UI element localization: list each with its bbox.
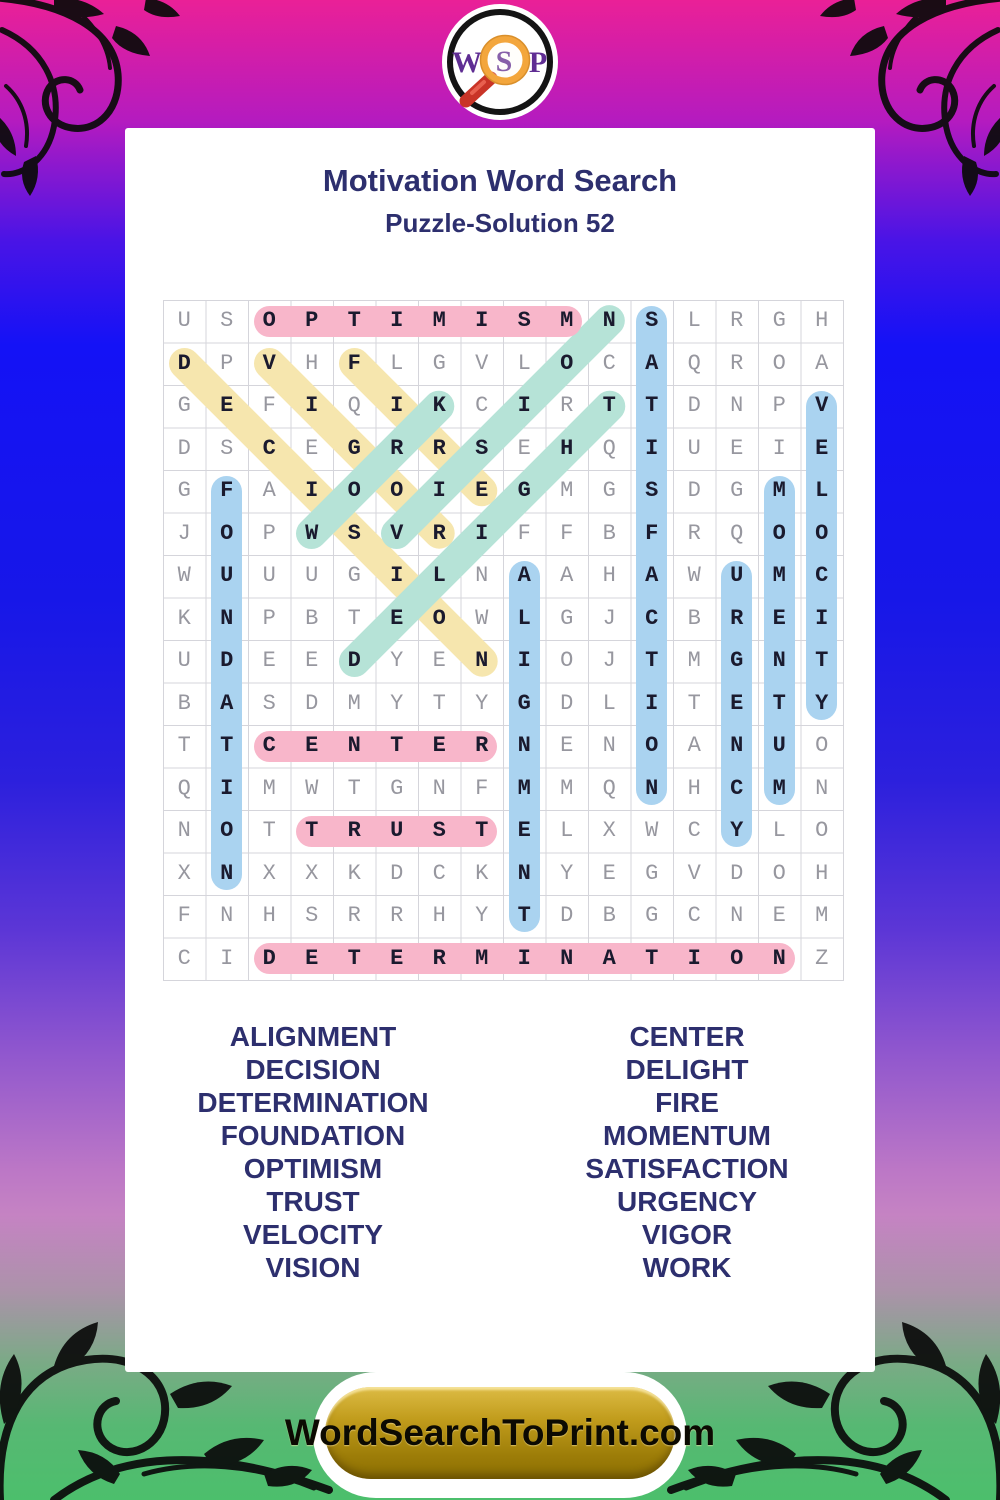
grid-cell: I	[475, 308, 489, 334]
grid-cell: C	[815, 563, 829, 589]
grid-cell: O	[772, 350, 786, 376]
grid-cell: E	[475, 478, 489, 504]
grid-cell: E	[305, 435, 319, 461]
website-url: WordSearchToPrint.com	[284, 1412, 716, 1453]
grid-cell: M	[815, 903, 829, 929]
word-list-item: DECISION	[245, 1054, 381, 1085]
grid-cell: V	[815, 393, 829, 419]
grid-cell: S	[517, 308, 531, 334]
grid-cell: M	[560, 308, 574, 334]
grid-cell: B	[602, 903, 616, 929]
grid-cell: G	[560, 605, 574, 631]
grid-cell: A	[602, 945, 616, 971]
grid-cell: A	[220, 690, 234, 716]
grid-cell: T	[602, 393, 616, 419]
grid-cell: T	[475, 818, 489, 844]
grid-cell: U	[177, 648, 191, 674]
grid-cell: F	[177, 903, 191, 929]
grid-cell: I	[305, 478, 319, 504]
grid-cell: A	[815, 350, 829, 376]
grid-cell: U	[262, 563, 276, 589]
grid-cell: Y	[475, 903, 489, 929]
grid-cell: U	[687, 435, 701, 461]
grid-cell: O	[730, 945, 744, 971]
grid-cell: S	[475, 435, 489, 461]
highlight-pill-optimism	[254, 306, 583, 337]
grid-cell: G	[517, 478, 531, 504]
grid-cell: H	[305, 350, 319, 376]
grid-cell: B	[602, 520, 616, 546]
grid-cell: R	[560, 393, 574, 419]
grid-cell: T	[645, 945, 659, 971]
grid-cell: T	[347, 945, 361, 971]
grid-cell: T	[347, 308, 361, 334]
grid-cell: D	[262, 945, 276, 971]
grid-cell: I	[390, 563, 404, 589]
grid-cell: O	[220, 818, 234, 844]
highlight-pill-satisfaction	[636, 306, 667, 805]
grid-cell: N	[645, 775, 659, 801]
grid-cell: D	[560, 690, 574, 716]
grid-cell: V	[687, 860, 701, 886]
grid-cell: E	[432, 733, 446, 759]
grid-cell: T	[645, 393, 659, 419]
grid-cell: W	[177, 563, 191, 589]
grid-cell: Q	[602, 775, 616, 801]
grid-cell: H	[262, 903, 276, 929]
grid-cell: Y	[815, 690, 829, 716]
grid-cell: W	[305, 520, 319, 546]
grid-cell: D	[560, 903, 574, 929]
word-list-item: DELIGHT	[625, 1054, 749, 1085]
grid-cell: G	[772, 308, 786, 334]
magnifier-lens-icon	[484, 39, 526, 81]
grid-cell: V	[262, 350, 276, 376]
grid-cell: I	[517, 945, 531, 971]
grid-cell: N	[730, 393, 744, 419]
grid-cell: S	[432, 818, 446, 844]
grid-cell: J	[177, 520, 191, 546]
logo-letter-w: W	[452, 46, 482, 79]
grid-cell: I	[687, 945, 701, 971]
grid-cell: E	[432, 648, 446, 674]
grid-cell: T	[772, 690, 786, 716]
grid-cell: E	[560, 733, 574, 759]
grid-cell: M	[772, 478, 786, 504]
grid-cell: Y	[475, 690, 489, 716]
grid-cell: J	[602, 648, 616, 674]
grid-cell: R	[390, 435, 404, 461]
grid-cell: K	[475, 860, 489, 886]
grid-cell: I	[772, 435, 786, 461]
grid-cell: I	[645, 435, 659, 461]
grid-cell: F	[517, 520, 531, 546]
grid-cell: N	[220, 903, 234, 929]
grid-cell: G	[517, 690, 531, 716]
grid-cell: L	[517, 350, 531, 376]
grid-cell: W	[687, 563, 701, 589]
grid-cell: G	[645, 860, 659, 886]
grid-cell: G	[730, 648, 744, 674]
grid-cell: I	[517, 648, 531, 674]
grid-cell: T	[220, 733, 234, 759]
grid-cell: I	[305, 393, 319, 419]
grid-cell: G	[177, 478, 191, 504]
word-list-left	[128, 1020, 498, 1284]
grid-cell: O	[772, 520, 786, 546]
grid-cell: D	[687, 478, 701, 504]
grid-cell: N	[602, 308, 616, 334]
grid-cell: U	[390, 818, 404, 844]
grid-cell: E	[305, 733, 319, 759]
grid-cell: M	[560, 478, 574, 504]
grid-cell: F	[262, 393, 276, 419]
grid-cell: T	[347, 605, 361, 631]
grid-cell: U	[220, 563, 234, 589]
grid-cell: N	[772, 648, 786, 674]
grid-cell: R	[730, 605, 744, 631]
grid-cell: Y	[390, 690, 404, 716]
grid-cell: B	[177, 690, 191, 716]
grid-cell: N	[730, 903, 744, 929]
grid-cell: O	[390, 478, 404, 504]
grid-cell: E	[262, 648, 276, 674]
grid-cell: U	[305, 563, 319, 589]
word-search-grid	[163, 300, 844, 981]
grid-cell: M	[347, 690, 361, 716]
grid-cell: T	[177, 733, 191, 759]
grid-cell: X	[262, 860, 276, 886]
grid-cell: T	[645, 648, 659, 674]
grid-cell: E	[772, 605, 786, 631]
wsp-logo	[440, 2, 560, 122]
grid-cell: D	[177, 435, 191, 461]
logo-letter-p: P	[528, 46, 548, 79]
grid-cell: N	[560, 945, 574, 971]
grid-cell: M	[517, 775, 531, 801]
grid-cell: X	[305, 860, 319, 886]
grid-cell: I	[220, 945, 234, 971]
word-list-item: VIGOR	[641, 1219, 733, 1250]
grid-cell: T	[687, 690, 701, 716]
grid-cell: V	[475, 350, 489, 376]
grid-cell: T	[262, 818, 276, 844]
grid-cell: L	[390, 350, 404, 376]
grid-cell: X	[602, 818, 616, 844]
word-list-item: MOMENTUM	[603, 1120, 771, 1151]
grid-cell: S	[645, 478, 659, 504]
grid-cell: N	[220, 860, 234, 886]
grid-cell: C	[645, 605, 659, 631]
grid-cell: D	[730, 860, 744, 886]
grid-cell: W	[475, 605, 489, 631]
grid-cell: S	[262, 690, 276, 716]
grid-cell: T	[305, 818, 319, 844]
grid-cell: P	[262, 520, 276, 546]
grid-cell: O	[645, 733, 659, 759]
grid-cell: L	[815, 478, 829, 504]
grid-cell: O	[772, 860, 786, 886]
grid-cell: G	[645, 903, 659, 929]
grid-cell: E	[390, 605, 404, 631]
grid-cell: N	[730, 733, 744, 759]
grid-cell: O	[220, 520, 234, 546]
grid-cell: A	[517, 563, 531, 589]
grid-cell: P	[262, 605, 276, 631]
grid-cell: C	[475, 393, 489, 419]
word-list-item: VISION	[265, 1252, 361, 1283]
grid-cell: E	[772, 903, 786, 929]
grid-cell: E	[390, 945, 404, 971]
grid-cell: I	[645, 690, 659, 716]
word-list-item: CENTER	[629, 1021, 745, 1052]
grid-cell: E	[220, 393, 234, 419]
grid-cell: J	[602, 605, 616, 631]
grid-cell: M	[432, 308, 446, 334]
grid-cell: V	[390, 520, 404, 546]
word-list-item: VELOCITY	[242, 1219, 383, 1250]
grid-cell: N	[602, 733, 616, 759]
grid-cell: G	[730, 478, 744, 504]
grid-cell: F	[347, 350, 361, 376]
grid-cell: M	[772, 775, 786, 801]
word-list-item: SATISFACTION	[585, 1153, 789, 1184]
grid-cell: O	[815, 733, 829, 759]
grid-cell: N	[177, 818, 191, 844]
grid-cell: N	[475, 648, 489, 674]
grid-cell: R	[347, 818, 361, 844]
grid-cell: A	[645, 350, 659, 376]
grid-cell: I	[815, 605, 829, 631]
grid-cell: W	[305, 775, 319, 801]
grid-cell: O	[347, 478, 361, 504]
grid-cell: E	[815, 435, 829, 461]
grid-cell: R	[730, 350, 744, 376]
grid-cell: H	[687, 775, 701, 801]
grid-cell: K	[432, 393, 446, 419]
grid-cell: H	[560, 435, 574, 461]
grid-cell: I	[390, 393, 404, 419]
grid-cell: B	[687, 605, 701, 631]
grid-cell: S	[347, 520, 361, 546]
grid-cell: T	[390, 733, 404, 759]
puzzle-subtitle: Puzzle-Solution 52	[385, 208, 615, 238]
grid-cell: R	[390, 903, 404, 929]
grid-cell: P	[772, 393, 786, 419]
grid-cell: G	[177, 393, 191, 419]
grid-cell: O	[560, 648, 574, 674]
grid-cell: F	[560, 520, 574, 546]
grid-cell: B	[305, 605, 319, 631]
grid-cell: G	[602, 478, 616, 504]
grid-cell: S	[220, 308, 234, 334]
grid-cell: M	[475, 945, 489, 971]
grid-cell: I	[390, 308, 404, 334]
grid-cell: A	[262, 478, 276, 504]
grid-cell: W	[645, 818, 659, 844]
grid-cell: E	[730, 690, 744, 716]
grid-cell: I	[475, 520, 489, 546]
grid-cell: D	[305, 690, 319, 716]
grid-cell: R	[730, 308, 744, 334]
grid-cell: T	[432, 690, 446, 716]
grid-cell: D	[347, 648, 361, 674]
word-list-item: WORK	[642, 1252, 732, 1283]
grid-cell: I	[517, 393, 531, 419]
grid-cell: U	[177, 308, 191, 334]
grid-cell: S	[220, 435, 234, 461]
grid-cell: P	[305, 308, 319, 334]
grid-cell: D	[390, 860, 404, 886]
grid-cell: E	[305, 945, 319, 971]
word-list-item: FOUNDATION	[220, 1120, 406, 1151]
grid-cell: L	[517, 605, 531, 631]
grid-cell: E	[305, 648, 319, 674]
grid-cell: E	[517, 435, 531, 461]
grid-cell: F	[220, 478, 234, 504]
grid-cell: T	[347, 775, 361, 801]
grid-cell: N	[220, 605, 234, 631]
grid-cell: U	[772, 733, 786, 759]
grid-cell: Z	[815, 945, 829, 971]
word-list-right	[502, 1020, 872, 1284]
grid-cell: H	[432, 903, 446, 929]
grid-cell: P	[220, 350, 234, 376]
grid-cell: M	[560, 775, 574, 801]
grid-cell: E	[517, 818, 531, 844]
grid-cell: N	[432, 775, 446, 801]
grid-cell: G	[432, 350, 446, 376]
word-list-item: FIRE	[655, 1087, 719, 1118]
grid-cell: O	[815, 520, 829, 546]
grid-cell: Q	[730, 520, 744, 546]
grid-cell: H	[602, 563, 616, 589]
word-list-item: URGENCY	[616, 1186, 757, 1217]
grid-cell: O	[815, 818, 829, 844]
grid-cell: N	[772, 945, 786, 971]
grid-cell: F	[645, 520, 659, 546]
grid-cell: H	[815, 308, 829, 334]
grid-cell: T	[815, 648, 829, 674]
grid-cell: R	[432, 945, 446, 971]
grid-cell: O	[560, 350, 574, 376]
website-button[interactable]	[284, 1387, 716, 1479]
grid-cell: I	[220, 775, 234, 801]
grid-cell: L	[687, 308, 701, 334]
grid-cell: G	[347, 563, 361, 589]
grid-cell: R	[432, 435, 446, 461]
grid-cell: C	[687, 903, 701, 929]
grid-cell: C	[602, 350, 616, 376]
grid-cell: L	[560, 818, 574, 844]
grid-cell: O	[432, 605, 446, 631]
puzzle-title: Motivation Word Search	[322, 163, 678, 198]
grid-cell: Q	[687, 350, 701, 376]
grid-cell: K	[347, 860, 361, 886]
grid-cell: I	[432, 478, 446, 504]
grid-cell: C	[432, 860, 446, 886]
grid-cell: Y	[560, 860, 574, 886]
grid-cell: A	[645, 563, 659, 589]
grid-cell: M	[262, 775, 276, 801]
word-list-item: DETERMINATION	[197, 1087, 429, 1118]
grid-cell: Q	[177, 775, 191, 801]
grid-cell: R	[687, 520, 701, 546]
grid-cell: L	[432, 563, 446, 589]
grid-cell: C	[730, 775, 744, 801]
grid-cell: C	[687, 818, 701, 844]
grid-cell: R	[347, 903, 361, 929]
grid-cell: L	[772, 818, 786, 844]
grid-cell: U	[730, 563, 744, 589]
grid-cell: G	[390, 775, 404, 801]
grid-cell: M	[772, 563, 786, 589]
grid-cell: N	[517, 860, 531, 886]
word-list-item: TRUST	[266, 1186, 360, 1217]
grid-cell: N	[475, 563, 489, 589]
grid-cell: F	[475, 775, 489, 801]
grid-cell: C	[262, 435, 276, 461]
footer-pill	[284, 1372, 716, 1498]
grid-cell: E	[730, 435, 744, 461]
grid-cell: L	[602, 690, 616, 716]
grid-cell: N	[815, 775, 829, 801]
grid-cell: S	[645, 308, 659, 334]
grid-cell: R	[432, 520, 446, 546]
grid-cell: S	[305, 903, 319, 929]
grid-cell: X	[177, 860, 191, 886]
grid-cell: E	[602, 860, 616, 886]
grid-cell: R	[475, 733, 489, 759]
grid-cell: Y	[730, 818, 744, 844]
grid-cell: G	[347, 435, 361, 461]
grid-cell: Q	[602, 435, 616, 461]
grid-cell: D	[220, 648, 234, 674]
grid-cell: C	[262, 733, 276, 759]
grid-cell: H	[815, 860, 829, 886]
grid-cell: A	[687, 733, 701, 759]
grid-cell: O	[262, 308, 276, 334]
grid-cell: Y	[390, 648, 404, 674]
grid-cell: D	[687, 393, 701, 419]
grid-cell: A	[560, 563, 574, 589]
grid-cell: T	[517, 903, 531, 929]
grid-cell: Q	[347, 393, 361, 419]
grid-cell: N	[347, 733, 361, 759]
grid-cell: N	[517, 733, 531, 759]
highlight-pill-center	[254, 731, 498, 762]
grid-cell: M	[687, 648, 701, 674]
grid-cell: D	[177, 350, 191, 376]
word-list-item: OPTIMISM	[243, 1153, 383, 1184]
grid-cell: K	[177, 605, 191, 631]
word-list-item: ALIGNMENT	[229, 1021, 397, 1052]
grid-cell: C	[177, 945, 191, 971]
